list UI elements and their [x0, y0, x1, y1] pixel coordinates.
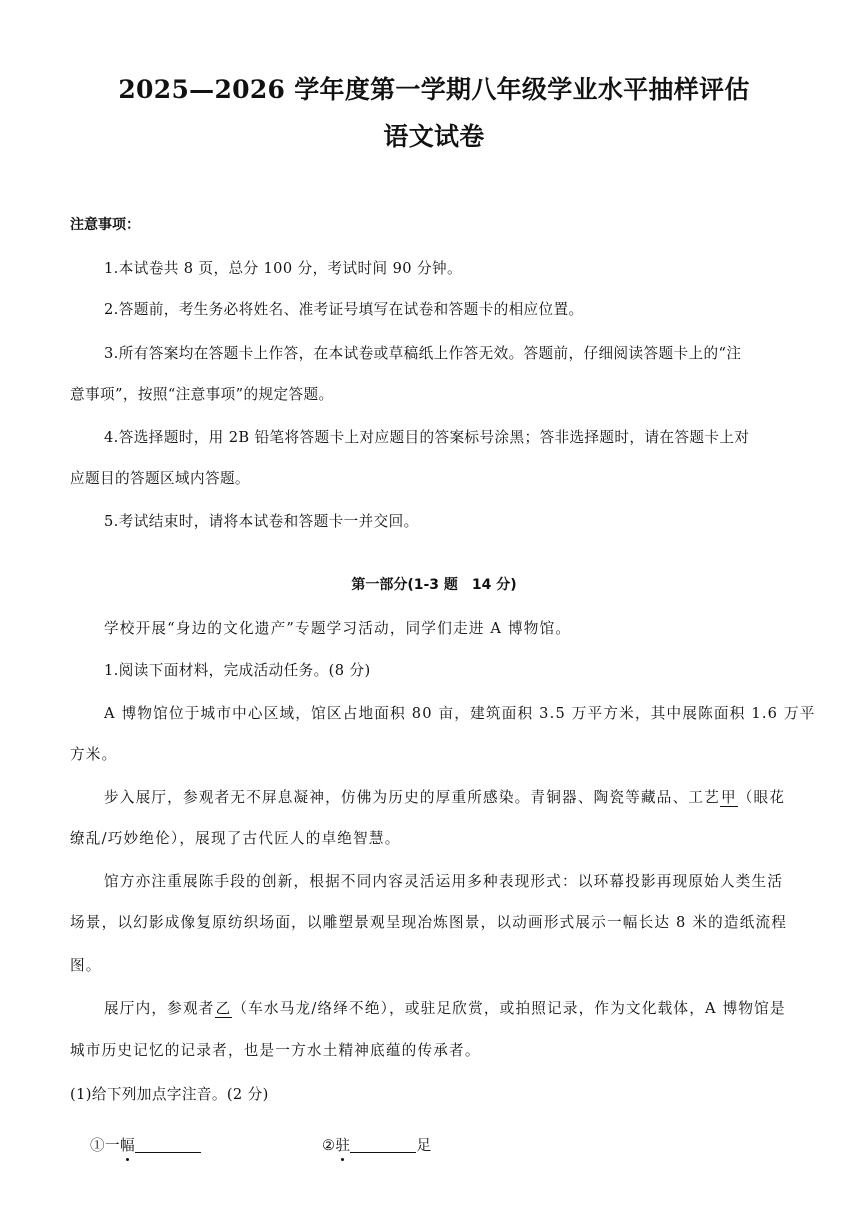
- material-paragraph-2: 缭乱/巧妙绝伦），展现了古代匠人的卓绝智慧。: [70, 830, 401, 847]
- material-paragraph-2: [104, 786, 785, 807]
- notice-item-continued: 意事项”，按照“注意事项”的规定答题。: [70, 386, 334, 403]
- material-paragraph-1: 方米。: [70, 746, 118, 763]
- notice-item-continued: 应题目的答题区域内答题。: [70, 470, 250, 487]
- item-label: ①一: [90, 1137, 120, 1154]
- paragraph-text: （眼花: [737, 789, 786, 806]
- material-paragraph-3: 馆方亦注重展陈手段的创新，根据不同内容灵活运用多种表现形式：以环幕投影再现原始人类生活: [104, 873, 784, 890]
- pinyin-item-1: [90, 1134, 201, 1155]
- material-paragraph-4: 城市历史记忆的记录者，也是一方水土精神底蕴的传承者。: [70, 1042, 481, 1059]
- blank-mark-yi: 乙: [215, 1000, 232, 1017]
- paragraph-text: （车水马龙/络绎不绝），或驻足欣赏，或拍照记录，作为文化载体，A 博物馆是: [232, 1000, 786, 1017]
- notice-item: 5.考试结束时，请将本试卷和答题卡一并交回。: [104, 513, 419, 530]
- dotted-character: 驻: [335, 1134, 350, 1155]
- notice-heading: 注意事项：: [70, 217, 140, 233]
- notice-item: 1.本试卷共 8 页，总分 100 分，考试时间 90 分钟。: [104, 260, 462, 277]
- answer-blank: [350, 1136, 416, 1153]
- dotted-character: 幅: [120, 1134, 135, 1155]
- pinyin-item-2: [322, 1134, 431, 1155]
- notice-item: 2.答题前，考生务必将姓名、准考证号填写在试卷和答题卡的相应位置。: [104, 301, 584, 318]
- activity-intro: 学校开展“身边的文化遗产”专题学习活动，同学们走进 A 博物馆。: [104, 620, 572, 637]
- question-1: 1.阅读下面材料，完成活动任务。(8 分): [104, 662, 371, 679]
- paragraph-text: 步入展厅，参观者无不屏息凝神，仿佛为历史的厚重所感染。青铜器、陶瓷等藏品、工艺: [104, 789, 720, 806]
- item-tail: 足: [416, 1137, 432, 1154]
- exam-subject-title: 语文试卷: [383, 122, 485, 151]
- sub-question-1: (1)给下列加点字注音。(2 分): [70, 1086, 269, 1103]
- notice-item: 4.答选择题时，用 2B 铅笔将答题卡上对应题目的答案标号涂黑；答非选择题时，请在答题卡上对: [104, 429, 750, 446]
- exam-title: 2025—2026 学年度第一学期八年级学业水平抽样评估: [118, 75, 750, 104]
- part1-heading: 第一部分(1-3 题 14 分): [351, 577, 517, 593]
- material-paragraph-3: 图。: [70, 957, 102, 974]
- answer-blank: [135, 1136, 201, 1153]
- material-paragraph-4: [104, 997, 786, 1018]
- blank-mark-jia: 甲: [720, 789, 737, 806]
- item-label: ②: [322, 1137, 336, 1154]
- material-paragraph-3: 场景，以幻影成像复原纺织场面，以雕塑景观呈现冶炼图景，以动画形式展示一幅长达 8 米的造纸流程: [70, 914, 788, 931]
- material-paragraph-1: A 博物馆位于城市中心区域，馆区占地面积 80 亩，建筑面积 3.5 万平方米，其中展陈面积 1.6 万平: [104, 705, 816, 722]
- paragraph-text: 展厅内，参观者: [104, 1000, 215, 1017]
- notice-item: 3.所有答案均在答题卡上作答，在本试卷或草稿纸上作答无效。答题前，仔细阅读答题卡上的“注: [104, 345, 742, 362]
